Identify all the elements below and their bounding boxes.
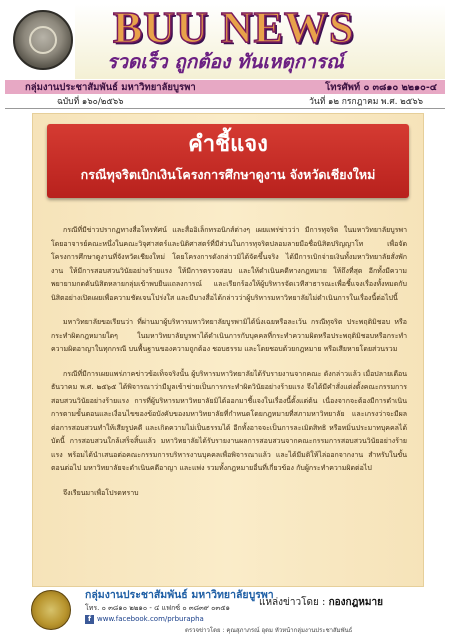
body-paragraph-1: กรณีที่มีข่าวปรากฏทางสื่อโทรทัศน์ และสื่ออิเล็กทรอนิกส์ต่างๆ เผยแพร่ข่าวว่า มีการทุจริต ในมหาวิทยาลัยบูรพา โดยอาจารย์คณะหนึ่งในคณะวิจุศาสตร์และนิติศาสตร์ที่มีส่วนในการทุจริตปลอมลายมือชื่อนิสิตปริญญาโท เพื่อจัดโครงการศึกษาดูงานที่จังหวัดเชียงใหม่ โดยโครงการดังกล่าวมิได้จัดขึ้นจริง ได้มีการเบิกจ่ายเงินทั้งมหาวิทยาลัยสั่งพักงาน ให้มีการสอบสวนวินัยอย่างร้ายแรง ให้มีการตรวจสอบ และให้ดำเนินคดีทางกฎหมาย ให้ถึงที่สุด อีกทั้งมีความพยายามกดดันนิสิตหลายกลุ่มเข้าพบยืนแถลงการณ์ และเรียกร้องให้ผู้บริหารจัดเวทีสาธารณะเพื่อชี้แจงเรื่องทั้งหมดกับนิสิตอย่างเปิดเผยเพื่อความชัดเจนโปร่งใส และมีบางสื่อได้กล่าวว่าผู้บริหารมหาวิทยาลัยไม่ดำเนินการในเรื่องนี้ต่อไปนี้ <box>51 226 407 302</box>
source-value: กองกฎหมาย <box>328 597 383 608</box>
issue-info-bar <box>5 96 445 109</box>
issue-date: วันที่ ๑๒ กรกฎาคม พ.ศ. ๒๕๖๖ <box>309 97 423 107</box>
headline-title: คำชี้แจง <box>188 132 268 157</box>
organization-bar <box>5 80 445 94</box>
masthead <box>5 4 445 94</box>
body-paragraph-2: มหาวิทยาลัยขอเรียนว่า ที่ผ่านมาผู้บริหารมหาวิทยาลัยบูรพามิได้นิ่งเฉยหรือละเว้น กรณีทุจริต ประพฤติมิชอบ หรือกระทำผิดกฎหมายใดๆ ในมหาวิทยาลัยบูรพาได้ดำเนินการกับบุคคลที่กระทำความผิดหรือประพฤติมิชอบหรือกระทำความผิดอาญาในทุกกรณี บนพื้นฐานของความถูกต้อง ชอบธรรม และโดยชอบด้วยกฎหมาย หรือเสียหายโดยส่วนรวม <box>51 318 407 353</box>
masthead-slogan: รวดเร็ว ถูกต้อง ทันเหตุการณ์ <box>107 51 344 73</box>
facebook-icon: f <box>85 615 94 624</box>
issue-number: ฉบับที่ ๑๖๐/๒๕๖๖ <box>57 97 124 107</box>
announcement-panel <box>32 113 424 587</box>
organization-name: กลุ่มงานประชาสัมพันธ์ มหาวิทยาลัยบูรพา <box>25 82 196 93</box>
university-logo <box>13 10 73 70</box>
facebook-url[interactable]: www.facebook.com/prburapha <box>97 615 204 623</box>
footer <box>5 588 445 636</box>
source-label: แหล่งข่าวโดย : <box>259 597 326 608</box>
closing-line: จึงเรียนมาเพื่อโปรดทราบ <box>63 488 139 497</box>
university-seal <box>31 590 71 630</box>
phone-number: โทรศัพท์ ๐ ๓๘๑๐ ๒๒๑๐-๔ <box>325 82 437 93</box>
footer-organization: กลุ่มงานประชาสัมพันธ์ มหาวิทยาลัยบูรพา <box>85 589 274 601</box>
footer-contact: โทร. ๐ ๓๘๑๐ ๒๒๑๐ - ๔ แฟกซ์ ๐ ๓๘๓๙ ๐๓๕๑ <box>85 604 230 612</box>
headline-subtitle: กรณีทุจริตเบิกเงินโครงการศึกษาดูงาน จังหวัดเชียงใหม่ <box>80 167 376 182</box>
facebook-link-row[interactable] <box>85 614 204 624</box>
announcement-body <box>51 224 407 500</box>
review-credit: ตรวจข่าวโดย : คุณสุภาภรณ์ อุดม หัวหน้ากลุ่มงานประชาสัมพันธ์ <box>185 627 353 634</box>
logo-inner-ring <box>29 26 57 54</box>
news-source <box>259 596 383 610</box>
masthead-title: BUU NEWS <box>113 4 355 52</box>
headline-box <box>47 124 409 198</box>
body-paragraph-3: กรณีที่มีการเผยแพร่ภาคข่าวข้อเท็จจริงนั้น ผู้บริหารมหาวิทยาลัยได้รับรายงานจากคณะ ดังกล่าวแล้ว เมื่อปลายเดือนธันวาคม พ.ศ. ๒๕๖๕ ได้พิจารณาว่ามีมูลเข้าข่ายเป็นการกระทำผิดวินัยอย่างร้ายแรง จึงได้มีคำสั่งแต่งตั้งคณะกรรมการสอบสวนวินัยอย่างร้ายแรง การที่ผู้บริหารมหาวิทยาลัยมิได้ออกมาชี้แจงในเรื่องนี้ตั้งแต่ต้น เนื่องจากจะต้องมีการดำเนินการตามขั้นตอนและเงื่อนไขของข้อบังคับของมหาวิทยาลัยที่กำหนดโดยกฎหมายที่สภามหาวิทยาลัย และเกรงว่าจะมีผลต่อการสอบสวนทำให้เสียรูปคดี และเกิดความไม่เป็นธรรมได้ อีกทั้งอาจจะเป็นการละเมิดสิทธิ หรือหมิ่นประมาทบุคคลได้ บัดนี้ การสอบสวนใกล้เสร็จสิ้นแล้ว มหาวิทยาลัยได้รับรายงานผลการสอบสวนจากคณะกรรมการสอบสวนวินัยอย่างร้ายแรง พร้อมได้นำเสนอต่อคณะกรรมการบริหารงานบุคคลเพื่อพิจารณาแล้ว และได้มีมติให้ไล่ออกจากงาน สำหรับในขั้นตอนต่อไป มหาวิทยาลัยจะดำเนินคดีอาญา และแพ่ง รวมทั้งกฎหมายอื่นที่เกี่ยวข้อง กับผู้กระทำความผิดต่อไป <box>51 369 407 472</box>
